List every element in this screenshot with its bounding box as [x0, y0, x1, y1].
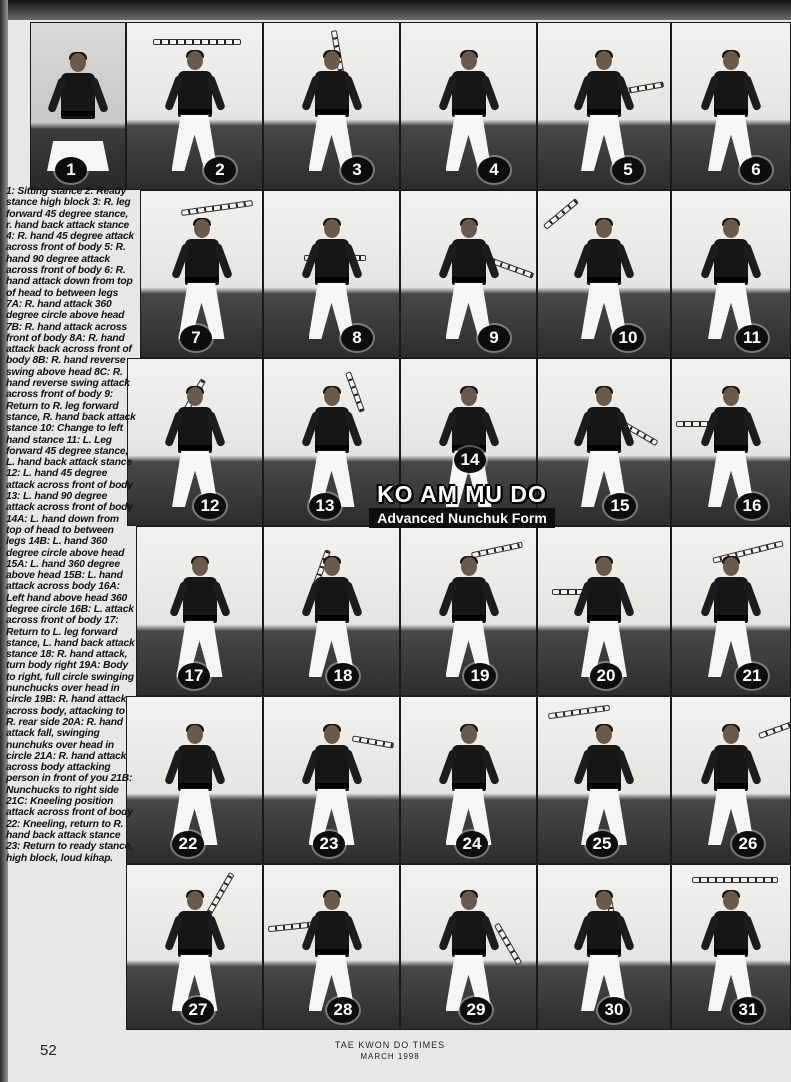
martial-artist-figure [307, 51, 357, 171]
photo-number: 11 [736, 325, 768, 351]
martial-artist-figure [579, 891, 629, 1011]
publication-name: TAE KWON DO TIMES [334, 1040, 446, 1050]
photo-29 [400, 864, 537, 1030]
photo-number: 10 [612, 325, 644, 351]
martial-artist-figure [170, 891, 220, 1011]
martial-artist-figure [579, 387, 629, 507]
photo-10 [537, 190, 671, 358]
photo-17 [136, 526, 263, 696]
photo-number: 30 [598, 997, 630, 1023]
martial-artist-figure [307, 219, 357, 339]
photo-25 [537, 696, 671, 864]
martial-artist-figure [444, 891, 494, 1011]
photo-number: 22 [172, 831, 204, 857]
martial-artist-figure [444, 219, 494, 339]
photo-number: 13 [309, 493, 341, 519]
martial-artist-figure [170, 725, 220, 845]
photo-28 [263, 864, 400, 1030]
martial-artist-figure [307, 725, 357, 845]
photo-number: 9 [478, 325, 510, 351]
article-title: KO AM MU DO [377, 481, 547, 507]
photo-number: 28 [327, 997, 359, 1023]
article-title-block [352, 482, 572, 528]
photo-3 [263, 22, 400, 190]
martial-artist-figure [177, 219, 227, 339]
photo-2 [126, 22, 263, 190]
martial-artist-figure [706, 219, 756, 339]
martial-artist-figure [307, 891, 357, 1011]
martial-artist-figure [444, 557, 494, 677]
martial-artist-figure [706, 51, 756, 171]
photo-number: 27 [182, 997, 214, 1023]
photo-number: 15 [604, 493, 636, 519]
martial-artist-figure [307, 387, 357, 507]
caption-text: 1: Sitting stance 2: Ready stance high block 3: R. leg forward 45 degree stance, r. hand back attack stance 4: R. hand 45 degree attack across front of body 5: R. hand 90 degree attack across front of body 6: R. hand attack down from top of head to between legs 7A: R. hand attack 360 degree circle above head 7B: R. hand attack across front of body 8A: R. hand attack back across front of body 8B: R. hand reverse swing above head 8C: R. hand reverse swing attack across front of body 9: Return to R. leg forward stance, R. hand back attack stance 10: Change to left hand stance 11: L. Leg forward 45 degree stance, L. hand back attack stance 12: L. hand 45 degree attack across front of body 13: L. hand 90 degree attack across front of body 14A: L. hand down from top of head to between legs 14B: L. hand 360 degree circle above head 15A: L. hand 360 degree above head 15B: L. hand attack across body 16A: Left hand above head 360 degree circle 16B: L. attack across front of body 17: Return to L. leg forward stance, L. hand back attack stance 18: R. hand attack, turn body right 19A: Body to right, full circle swinging nunchucks over head in circle 19B: R. hand attack across body, attacking to R. rear side 20A: R. hand attack fall, swinging nunchuks over head in circle 21A: R. hand attack across body attacking person in front of you 21B: Nunchucks to right side 21C: Kneeling position attack across front of body 22: Kneeling, return to R. hand back attack stance 23: Return to ready stance, high block, loud kihap. [6, 186, 136, 864]
photo-7 [140, 190, 263, 358]
photo-23 [263, 696, 400, 864]
photo-number: 5 [612, 157, 644, 183]
photo-number: 21 [736, 663, 768, 689]
martial-artist-figure [706, 557, 756, 677]
photo-1 [30, 22, 126, 190]
martial-artist-figure [444, 725, 494, 845]
martial-artist-figure [175, 557, 225, 677]
photo-19 [400, 526, 537, 696]
martial-artist-figure [706, 387, 756, 507]
martial-artist-figure [444, 51, 494, 171]
photo-4 [400, 22, 537, 190]
publication-footer [300, 1040, 480, 1061]
photo-number: 8 [341, 325, 373, 351]
martial-artist-figure [706, 725, 756, 845]
photo-number: 31 [732, 997, 764, 1023]
photo-number: 23 [313, 831, 345, 857]
photo-30 [537, 864, 671, 1030]
photo-27 [126, 864, 263, 1030]
photo-11 [671, 190, 791, 358]
photo-number: 20 [590, 663, 622, 689]
photo-number: 17 [178, 663, 210, 689]
photo-18 [263, 526, 400, 696]
photo-31 [671, 864, 791, 1030]
photo-number: 26 [732, 831, 764, 857]
photo-number: 16 [736, 493, 768, 519]
photo-number: 12 [194, 493, 226, 519]
photo-number: 24 [456, 831, 488, 857]
photo-number: 29 [460, 997, 492, 1023]
photo-number: 14 [454, 447, 486, 473]
martial-artist-figure [307, 557, 357, 677]
photo-21 [671, 526, 791, 696]
page-number: 52 [40, 1042, 57, 1059]
martial-artist-figure [579, 557, 629, 677]
top-edge-shadow [0, 0, 791, 20]
photo-22 [126, 696, 263, 864]
martial-artist-figure [579, 51, 629, 171]
photo-number: 18 [327, 663, 359, 689]
photo-number: 7 [180, 325, 212, 351]
photo-12 [127, 358, 263, 526]
photo-number: 3 [341, 157, 373, 183]
photo-26 [671, 696, 791, 864]
photo-8 [263, 190, 400, 358]
article-subtitle: Advanced Nunchuk Form [369, 508, 555, 528]
photo-number: 4 [478, 157, 510, 183]
photo-number: 6 [740, 157, 772, 183]
martial-artist-figure [170, 51, 220, 171]
photo-16 [671, 358, 791, 526]
photo-5 [537, 22, 671, 190]
photo-6 [671, 22, 791, 190]
photo-9 [400, 190, 537, 358]
martial-artist-figure [53, 53, 103, 173]
photo-number: 19 [464, 663, 496, 689]
martial-artist-figure [579, 725, 629, 845]
issue-date: MARCH 1998 [360, 1052, 420, 1061]
photo-number: 1 [55, 157, 87, 183]
photo-number: 25 [586, 831, 618, 857]
photo-24 [400, 696, 537, 864]
martial-artist-figure [579, 219, 629, 339]
photo-20 [537, 526, 671, 696]
martial-artist-figure [170, 387, 220, 507]
photo-number: 2 [204, 157, 236, 183]
martial-artist-figure [706, 891, 756, 1011]
